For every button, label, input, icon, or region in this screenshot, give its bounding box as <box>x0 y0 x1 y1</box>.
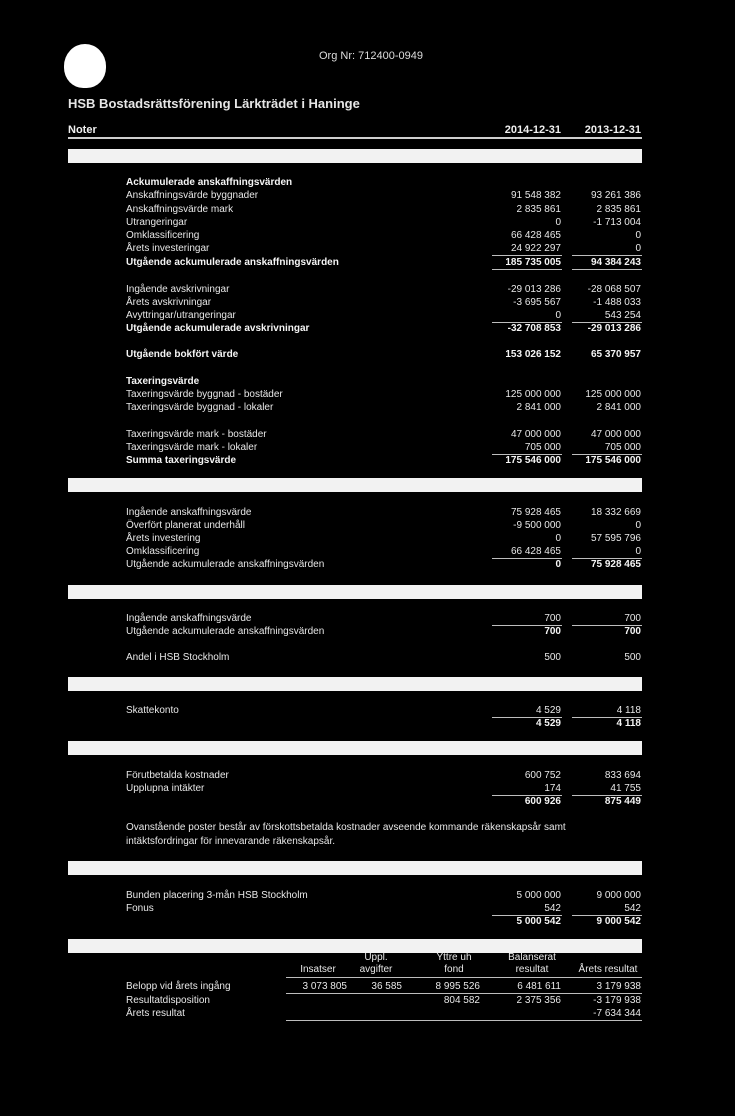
equity-cell: 2 375 356 <box>516 995 561 1006</box>
equity-header: Insatser <box>300 964 336 975</box>
table-row: Skattekonto 4 529 4 118 <box>126 705 641 716</box>
note-bar-receivables <box>68 677 642 691</box>
table-row: Upplupna intäkter 174 41 755 <box>126 783 641 794</box>
table-row: Utgående ackumulerade anskaffningsvärden 185 735 005 94 384 243 <box>126 257 641 268</box>
equity-row-label: Resultatdisposition <box>126 995 210 1006</box>
table-row: Andel i HSB Stockholm 500 500 <box>126 652 641 663</box>
table-row: Ingående anskaffningsvärde 75 928 465 18 332 669 <box>126 507 641 518</box>
table-row: 4 529 4 118 <box>535 718 641 729</box>
equity-row-label: Årets resultat <box>126 1008 185 1019</box>
note-bar-buildings <box>68 149 642 163</box>
note-bar-ongoing-work <box>68 478 642 492</box>
table-row: Anskaffningsvärde mark 2 835 861 2 835 861 <box>126 204 641 215</box>
table-row: Utgående bokfört värde 153 026 152 65 370 957 <box>126 349 641 360</box>
table-row: Årets investering 0 57 595 796 <box>126 533 641 544</box>
table-row: Omklassificering 66 428 465 0 <box>126 230 641 241</box>
equity-cell: 36 585 <box>371 981 402 992</box>
table-row: Anskaffningsvärde byggnader 91 548 382 93 261 386 <box>126 190 641 201</box>
table-row: Utgående ackumulerade anskaffningsvärden 700 700 <box>126 626 641 637</box>
table-row: Förutbetalda kostnader 600 752 833 694 <box>126 770 641 781</box>
table-row: Taxeringsvärde mark - bostäder 47 000 000 47 000 000 <box>126 429 641 440</box>
table-row: Årets avskrivningar -3 695 567 -1 488 033 <box>126 297 641 308</box>
equity-cell: 804 582 <box>443 995 480 1006</box>
table-row: Utgående ackumulerade avskrivningar -32 708 853 -29 013 286 <box>126 323 641 334</box>
org-number: Org Nr: 712400-0949 <box>319 50 423 62</box>
note-bar-equity <box>68 939 642 953</box>
equity-header: Yttre uh fond <box>436 952 472 975</box>
table-row: Ingående anskaffningsvärde 700 700 <box>126 613 641 624</box>
note-bar-investments <box>68 861 642 875</box>
table-row: 5 000 542 9 000 542 <box>516 916 641 927</box>
equity-cell: -7 634 344 <box>593 1008 641 1019</box>
equity-cell: 3 179 938 <box>596 981 641 992</box>
table-row: Utrangeringar 0 -1 713 004 <box>126 217 641 228</box>
table-row: Taxeringsvärde mark - lokaler 705 000 705 000 <box>126 442 641 453</box>
hsb-logo <box>64 44 106 88</box>
header-rule <box>68 137 642 139</box>
note-text-line: Ovanstående poster består av förskottsbetalda kostnader avseende kommande räkenskapsår samt <box>126 822 566 833</box>
table-row: Taxeringsvärde byggnad - lokaler 2 841 000 2 841 000 <box>126 402 641 413</box>
equity-cell: 6 481 611 <box>517 981 561 992</box>
note-bar-financial-assets <box>68 585 642 599</box>
table-row: Fonus 542 542 <box>126 903 641 914</box>
table-row: Taxeringsvärde <box>126 376 200 387</box>
note-bar-prepaid <box>68 741 642 755</box>
table-row: Utgående ackumulerade anskaffningsvärden 0 75 928 465 <box>126 559 641 570</box>
notes-column-header: Noter <box>68 124 97 136</box>
equity-row-label: Belopp vid årets ingång <box>126 981 231 992</box>
table-row: Årets investeringar 24 922 297 0 <box>126 243 641 254</box>
table-row: 600 926 875 449 <box>524 796 641 807</box>
equity-header: Balanserat resultat <box>508 952 556 975</box>
equity-header: Årets resultat <box>578 964 638 975</box>
table-row: Bunden placering 3-mån HSB Stockholm 5 000 000 9 000 000 <box>126 890 641 901</box>
table-row: Ingående avskrivningar -29 013 286 -28 068 507 <box>126 284 641 295</box>
equity-cell: 3 073 805 <box>302 981 347 992</box>
association-name: HSB Bostadsrättsförening Lärkträdet i Haninge <box>68 96 360 111</box>
note-text-line: intäktsfordringar för innevarande räkenskapsår. <box>126 836 336 847</box>
table-row: Taxeringsvärde byggnad - bostäder 125 000 000 125 000 000 <box>126 389 641 400</box>
year-2014-header: 2014-12-31 <box>504 124 561 136</box>
table-row: Avyttringar/utrangeringar 0 543 254 <box>126 310 641 321</box>
equity-header: Uppl. avgifter <box>359 952 393 975</box>
table-row: Omklassificering 66 428 465 0 <box>126 546 641 557</box>
year-2013-header: 2013-12-31 <box>584 124 641 136</box>
table-row: Ackumulerade anskaffningsvärden <box>126 177 293 188</box>
equity-cell: -3 179 938 <box>593 995 641 1006</box>
table-row: Överfört planerat underhåll -9 500 000 0 <box>126 520 641 531</box>
table-row: Summa taxeringsvärde 175 546 000 175 546 000 <box>126 455 641 466</box>
equity-cell: 8 995 526 <box>435 981 480 992</box>
